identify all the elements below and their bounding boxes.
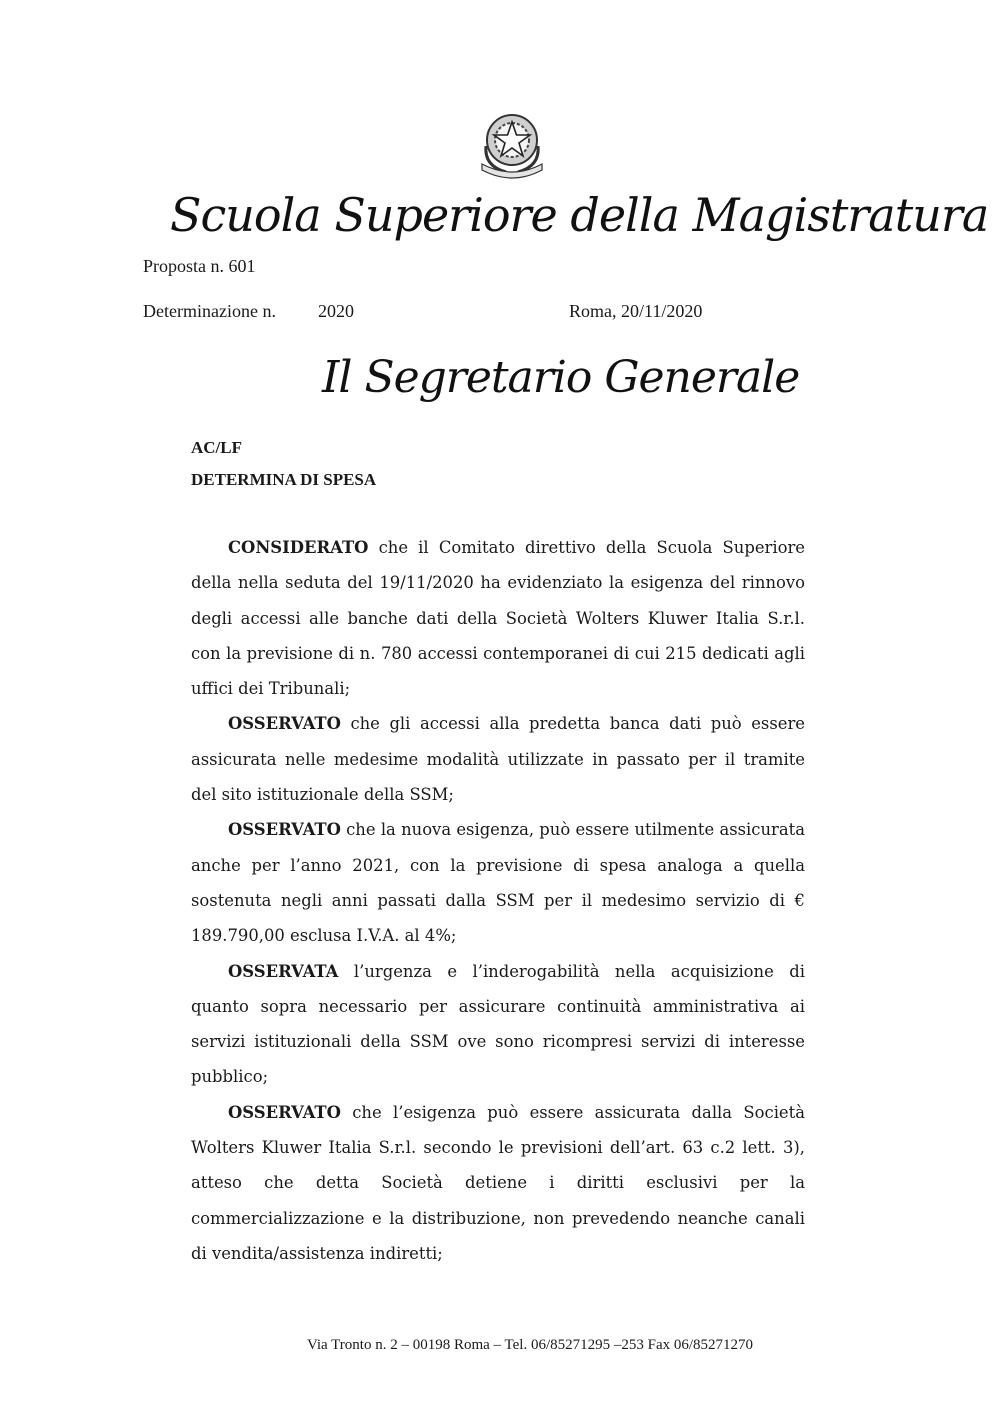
paragraph (191, 706, 805, 812)
proposal-number: Proposta n. 601 (143, 256, 256, 276)
footer-address (0, 1337, 1000, 1354)
paragraph (191, 1095, 805, 1271)
paragraph (191, 812, 805, 953)
paragraph-lead: CONSIDERATO (228, 538, 369, 557)
paragraph-text: che la nuova esigenza, può essere utilmente assicurata anche per l’anno 2021, con la previsione di spesa analoga a quella sostenuta negli anni passati dalla SSM per il medesimo servizio di € 189.790,00 esclusa I.V.A. al 4%; (191, 820, 805, 946)
paragraph (191, 530, 805, 706)
reference-code: AC/LF (191, 438, 242, 457)
document-body (191, 530, 805, 1271)
paragraph-text: l’urgenza e l’inderogabilità nella acquisizione di quanto sopra necessario per assicurare continuità amministrativa ai servizi istituzionali della SSM ove sono ricompresi servizi di interesse pubblico; (191, 961, 805, 1087)
paragraph-text: che il Comitato direttivo della Scuola Superiore della nella seduta del 19/11/2020 ha evidenziato la esigenza del rinnovo degli accessi alle banche dati della Società Wolters Kluwer Italia S.r.l. con la previsione di n. 780 accessi contemporanei di cui 215 dedicati agli uffici dei Tribunali; (191, 538, 805, 699)
institution-name: Scuola Superiore della Magistratura (170, 188, 989, 242)
office-title: Il Segretario Generale (322, 352, 800, 403)
document-type: DETERMINA DI SPESA (191, 470, 377, 489)
place-date: Roma, 20/11/2020 (569, 301, 703, 321)
footer-text: Via Tronto n. 2 – 00198 Roma – Tel. 06/85271295 –253 Fax 06/85271270 (306, 1337, 754, 1353)
paragraph-lead: OSSERVATO (228, 820, 341, 840)
paragraph (191, 954, 805, 1095)
determination-number: 2020 (318, 301, 354, 321)
paragraph-lead: OSSERVATO (228, 714, 341, 734)
paragraph-text: che gli accessi alla predetta banca dati può essere assicurata nelle medesime modalità utilizzate in passato per il tramite del sito istituzionale della SSM; (191, 714, 805, 805)
paragraph-text: che l’esigenza può essere assicurata dalla Società Wolters Kluwer Italia S.r.l. secondo le previsioni dell’art. 63 c.2 lett. 3), atteso che detta Società detiene i diritti esclusivi per la commercializzazione e la distribuzione, non prevedendo neanche canali di vendita/assistenza indiretti; (191, 1102, 805, 1263)
emblem-of-italy-icon (476, 106, 548, 182)
paragraph-lead: OSSERVATO (228, 1102, 341, 1122)
determination-label: Determinazione n. (143, 301, 276, 321)
paragraph-lead: OSSERVATA (228, 961, 339, 981)
